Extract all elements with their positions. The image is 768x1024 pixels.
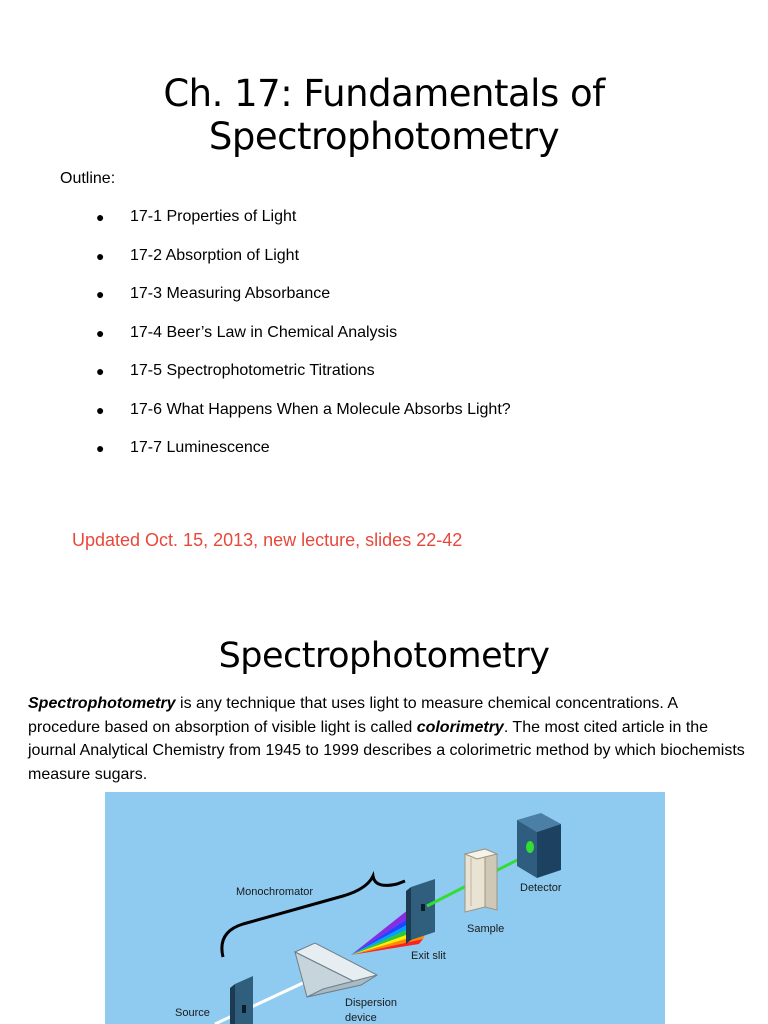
exit-slit-icon xyxy=(406,879,435,944)
bullet-icon: ● xyxy=(96,363,105,379)
term-colorimetry: colorimetry xyxy=(416,718,504,736)
sample-cuvette-icon xyxy=(465,849,497,912)
label-source: Source xyxy=(175,1007,210,1019)
outline-item-text: 17-3 Measuring Absorbance xyxy=(130,285,331,302)
para-text-1: is any technique that uses light to measure chemical concentrations. A procedure based on absorption of visible light is called xyxy=(28,695,678,736)
outline-item-text: 17-5 Spectrophotometric Titrations xyxy=(130,362,375,379)
list-item xyxy=(96,438,511,477)
list-item xyxy=(96,323,511,362)
outline-item-text: 17-2 Absorption of Light xyxy=(130,246,300,264)
label-detector: Detector xyxy=(520,882,562,894)
label-exit-slit: Exit slit xyxy=(411,950,446,962)
intro-paragraph xyxy=(28,692,748,786)
outline-item-text: 17-1 Properties of Light xyxy=(130,208,297,225)
outline-label: Outline: xyxy=(60,170,116,187)
slide-1-title: Ch. 17: Fundamentals of Spectrophotometry xyxy=(163,72,605,158)
source-beam xyxy=(215,982,305,1024)
outline-list xyxy=(96,207,511,477)
bullet-icon: ● xyxy=(96,286,105,302)
slide-2-title: Spectrophotometry xyxy=(218,636,550,676)
list-item xyxy=(96,207,511,246)
list-item xyxy=(96,400,511,439)
label-monochromator: Monochromator xyxy=(236,886,314,898)
bullet-icon: ● xyxy=(96,324,105,341)
detector-icon xyxy=(517,813,561,878)
label-device: device xyxy=(345,1012,377,1024)
outline-item-text: 17-7 Luminescence xyxy=(130,439,270,456)
list-item xyxy=(96,284,511,323)
bullet-icon: ● xyxy=(96,209,105,225)
update-note: Updated Oct. 15, 2013, new lecture, slides 22-42 xyxy=(72,530,463,550)
para-text-2: . The most cited article in the journal Analytical Chemistry from 1945 to 1999 describes a colorimetric method by which biochemists measure sugars. xyxy=(28,718,745,783)
bullet-icon: ● xyxy=(96,401,105,418)
outline-item-text: 17-6 What Happens When a Molecule Absorbs Light? xyxy=(130,400,511,418)
source-slit-icon xyxy=(230,976,253,1024)
label-sample: Sample xyxy=(467,923,505,935)
outline-item-text: 17-4 Beer’s Law in Chemical Analysis xyxy=(130,323,398,341)
bullet-icon: ● xyxy=(96,440,105,456)
term-spectrophotometry: Spectrophotometry xyxy=(28,695,176,712)
slide-2 xyxy=(0,600,768,1024)
list-item xyxy=(96,361,511,400)
bullet-icon: ● xyxy=(96,247,105,264)
list-item xyxy=(96,246,511,285)
spectrophotometer-diagram xyxy=(105,792,665,1024)
label-dispersion: Dispersion xyxy=(345,997,397,1009)
